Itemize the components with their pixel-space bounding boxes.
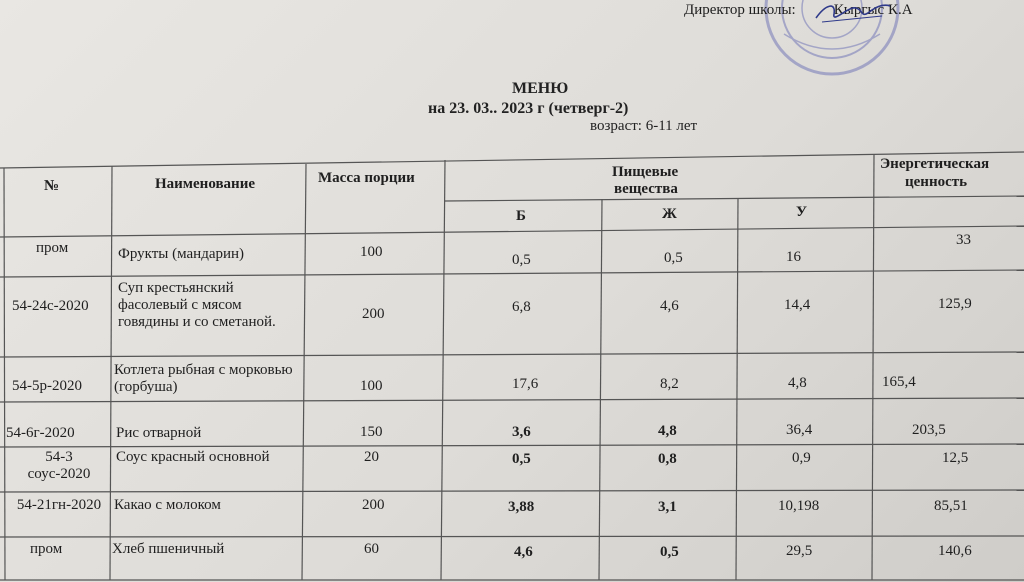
row-6-energy: 85,51 <box>934 498 968 514</box>
row-7-energy: 140,6 <box>938 543 972 559</box>
row-2-u: 14,4 <box>784 297 811 313</box>
menu-title: МЕНЮ <box>512 80 569 97</box>
director-name: Кыргыс К.А <box>833 2 913 18</box>
director-label: Директор школы: <box>684 2 796 18</box>
row-4-u: 36,4 <box>786 422 813 438</box>
row-7-b: 4,6 <box>514 544 533 560</box>
header-energy: Энергетическая <box>880 156 990 172</box>
row-2-num: 54-24с-2020 <box>12 298 89 314</box>
row-2-zh: 4,6 <box>660 298 679 314</box>
header-mass: Масса порции <box>318 170 415 186</box>
header-energy-2: ценность <box>905 174 968 190</box>
row-3-u: 4,8 <box>788 375 807 391</box>
row-1-b: 0,5 <box>512 252 531 268</box>
header-b: Б <box>516 208 526 224</box>
menu-age: возраст: 6-11 лет <box>590 118 698 134</box>
row-6-b: 3,88 <box>508 499 535 515</box>
row-6-name: Какао с молоком <box>114 497 221 513</box>
row-5-b: 0,5 <box>512 451 531 467</box>
row-2-name: Суп крестьянский фасолевый с мясом говядины и со сметаной. <box>118 280 276 330</box>
row-7-num: пром <box>30 541 63 557</box>
row-5-mass: 20 <box>364 449 379 465</box>
row-3-name: Котлета рыбная с морковью (горбуша) <box>114 362 293 395</box>
row-6-mass: 200 <box>362 497 385 513</box>
row-4-energy: 203,5 <box>912 422 946 438</box>
row-7-u: 29,5 <box>786 543 813 559</box>
row-6-zh: 3,1 <box>658 499 677 515</box>
row-4-mass: 150 <box>360 424 383 440</box>
row-4-zh: 4,8 <box>658 423 677 439</box>
menu-date: на 23. 03.. 2023 г (четверг-2) <box>428 100 629 117</box>
row-6-u: 10,198 <box>778 498 820 514</box>
row-3-zh: 8,2 <box>660 376 679 392</box>
row-7-zh: 0,5 <box>660 544 679 560</box>
row-5-zh: 0,8 <box>658 451 677 467</box>
row-5-u: 0,9 <box>792 450 811 466</box>
row-1-num: пром <box>36 240 69 256</box>
header-num: № <box>44 178 60 194</box>
row-3-energy: 165,4 <box>882 374 916 390</box>
row-4-name: Рис отварной <box>116 425 202 441</box>
row-7-mass: 60 <box>364 541 379 557</box>
header-u: У <box>796 204 808 220</box>
row-2-mass: 200 <box>362 306 385 322</box>
row-3-b: 17,6 <box>512 376 539 392</box>
row-1-mass: 100 <box>360 244 383 260</box>
row-3-num: 54-5р-2020 <box>12 378 82 394</box>
row-4-num: 54-6г-2020 <box>6 425 75 441</box>
row-5-num: 54-3 соус-2020 <box>27 449 91 482</box>
row-2-energy: 125,9 <box>938 296 972 312</box>
row-1-u: 16 <box>786 249 801 265</box>
header-nutrients-2: вещества <box>614 181 678 197</box>
row-2-b: 6,8 <box>512 299 531 315</box>
row-5-energy: 12,5 <box>942 450 969 466</box>
row-3-mass: 100 <box>360 378 383 394</box>
row-4-b: 3,6 <box>512 424 531 440</box>
row-1-energy: 33 <box>956 232 971 248</box>
row-1-zh: 0,5 <box>664 250 683 266</box>
row-7-name: Хлеб пшеничный <box>112 541 225 557</box>
row-6-num: 54-21гн-2020 <box>16 497 102 513</box>
header-zh: Ж <box>662 206 677 222</box>
header-nutrients: Пищевые <box>612 164 679 180</box>
row-1-name: Фрукты (мандарин) <box>118 246 245 262</box>
row-5-name: Соус красный основной <box>116 449 270 465</box>
header-name: Наименование <box>155 176 255 192</box>
